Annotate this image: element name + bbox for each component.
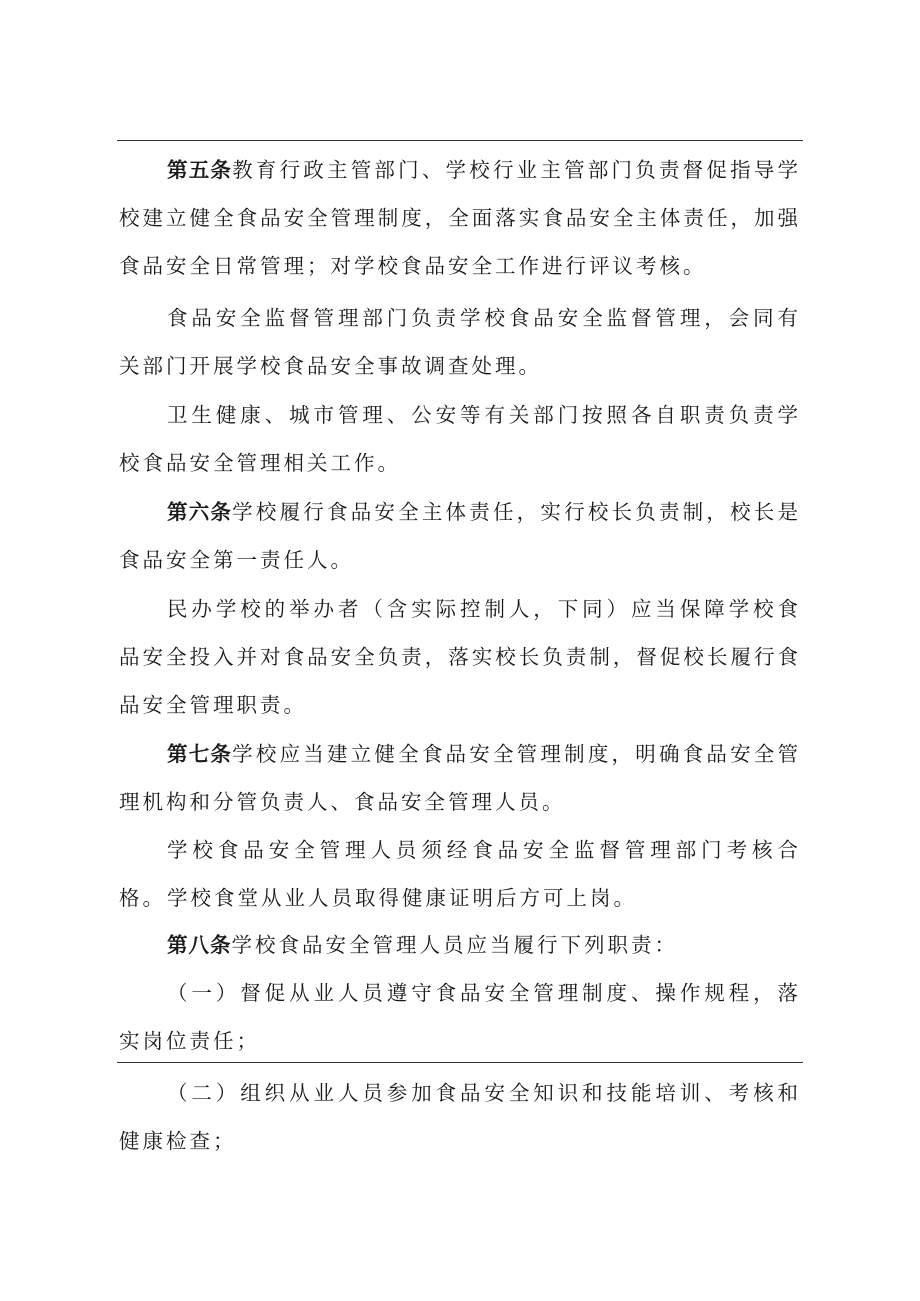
article-8-item-1: （一）督促从业人员遵守食品安全管理制度、操作规程，落实岗位责任；	[119, 981, 801, 1053]
article-8-text-1: 学校食品安全管理人员应当履行下列职责：	[231, 933, 678, 957]
article-5-paragraph-3: 卫生健康、城市管理、公安等有关部门按照各自职责负责学校食品安全管理相关工作。	[119, 403, 801, 475]
article-5-paragraph-2: 食品安全监督管理部门负责学校食品安全监督管理，会同有关部门开展学校食品安全事故调查处理。	[119, 306, 801, 378]
article-8-paragraph-1	[119, 921, 801, 969]
article-7-paragraph-2: 学校食品安全管理人员须经食品安全监督管理部门考核合格。	[119, 838, 801, 910]
article-7-paragraph-1	[119, 730, 801, 826]
article-6-paragraph-1	[119, 488, 801, 584]
article-7-title: 第七条	[167, 742, 233, 766]
article-5-title: 第五条	[167, 158, 233, 182]
article-5-paragraph-1	[119, 146, 801, 290]
article-7-paragraph-3: 学校食堂从业人员取得健康证明后方可上岗。	[167, 886, 637, 910]
article-8-title: 第八条	[167, 933, 232, 957]
article-6-title: 第六条	[167, 500, 233, 524]
article-6-paragraph-2: 民办学校的举办者（含实际控制人，下同）应当保障学校食品安全投入并对食品安全负责，落实校长负责制，督促校长履行食品安全管理职责。	[119, 597, 801, 717]
footer-rule	[117, 1062, 803, 1063]
article-8-item-2: （二）组织从业人员参加食品安全知识和技能培训、考核和健康检查；	[119, 1081, 801, 1153]
article-6-text-1: 学校履行食品安全主体责任，实行校长负责制，校长是食品安全第一责任人。	[119, 500, 802, 572]
article-5-text-1: 教育行政主管部门、学校行业主管部门负责督促指导学校建立健全食品安全管理制度，全面落实食品安全主体责任，加强食品安全日常管理；对学校食品安全工作进行评议考核。	[119, 158, 802, 278]
header-rule	[117, 140, 803, 141]
article-7-text-1: 学校应当建立健全食品安全管理制度，明确食品安全管理机构和分管负责人、食品安全管理人员。	[119, 742, 802, 814]
